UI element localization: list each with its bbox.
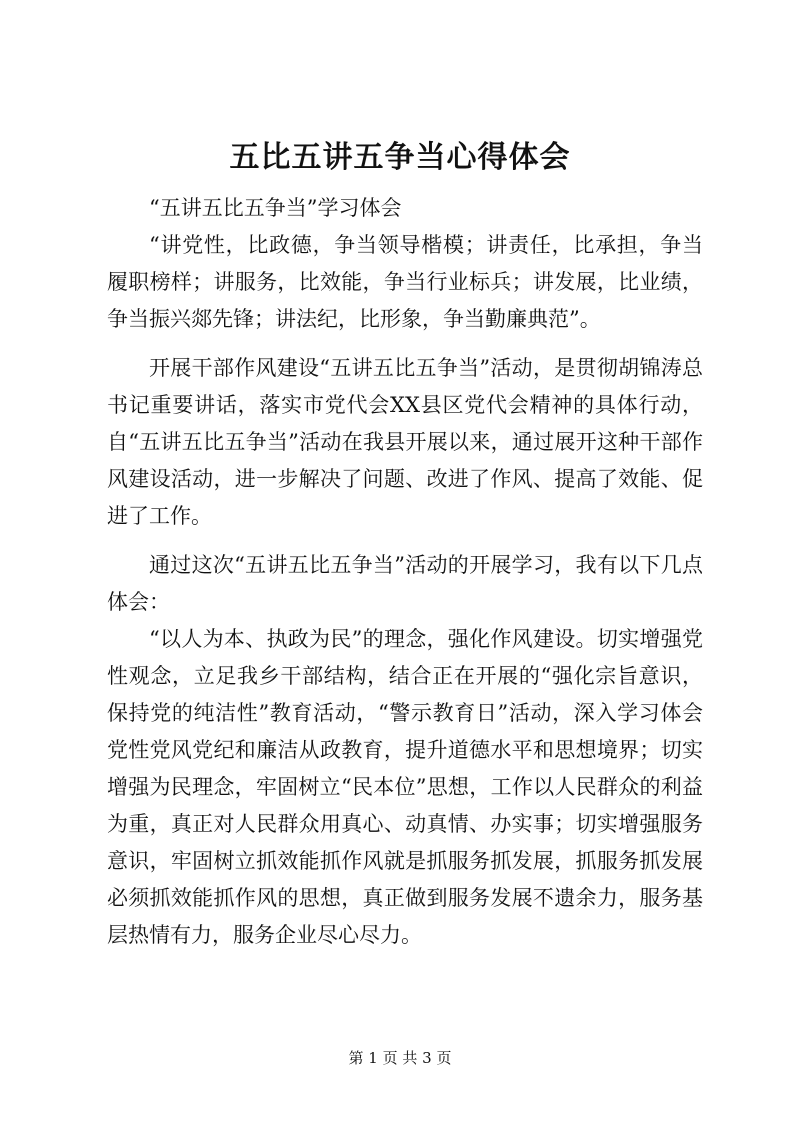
- page-footer: 第 1 页 共 3 页: [348, 1049, 452, 1067]
- paragraph-slogan: “讲党性，比政德，争当领导楷模；讲责任，比承担，争当履职榜样；讲服务，比效能，争当行业标兵；讲发展，比业绩，争当振兴郯先锋；讲法纪，比形象，争当勤廉典范”。: [107, 233, 703, 331]
- paragraph-subtitle: “五讲五比五争当”学习体会: [149, 196, 402, 220]
- document-title: 五比五讲五争当心得体会: [229, 140, 571, 175]
- paragraph-intro: 开展干部作风建设“五讲五比五争当”活动，是贯彻胡锦涛总书记重要讲话，落实市党代会XX县区党代会精神的具体行动，自“五讲五比五争当”活动在我县开展以来，通过展开这种干部作风建设活动，进一步解决了问题、改进了作风、提高了效能、促进了工作。: [107, 356, 703, 528]
- paragraph-experience-1: “以人为本、执政为民”的理念，强化作风建设。切实增强党性观念，立足我乡干部结构，结合正在开展的“强化宗旨意识，保持党的纯洁性”教育活动，“警示教育日”活动，深入学习体会党性党风党纪和廉洁从政教育，提升道德水平和思想境界；切实增强为民理念，牢固树立“民本位”思想，工作以人民群众的利益为重，真正对人民群众用真心、动真情、办实事；切实增强服务意识，牢固树立抓效能抓作风就是抓服务抓发展，抓服务抓发展必须抓效能抓作风的思想，真正做到服务发展不遗余力，服务基层热情有力，服务企业尽心尽力。: [107, 627, 703, 947]
- document-body: [107, 190, 703, 954]
- paragraph-experience-lead: 通过这次“五讲五比五争当”活动的开展学习，我有以下几点体会：: [107, 553, 703, 614]
